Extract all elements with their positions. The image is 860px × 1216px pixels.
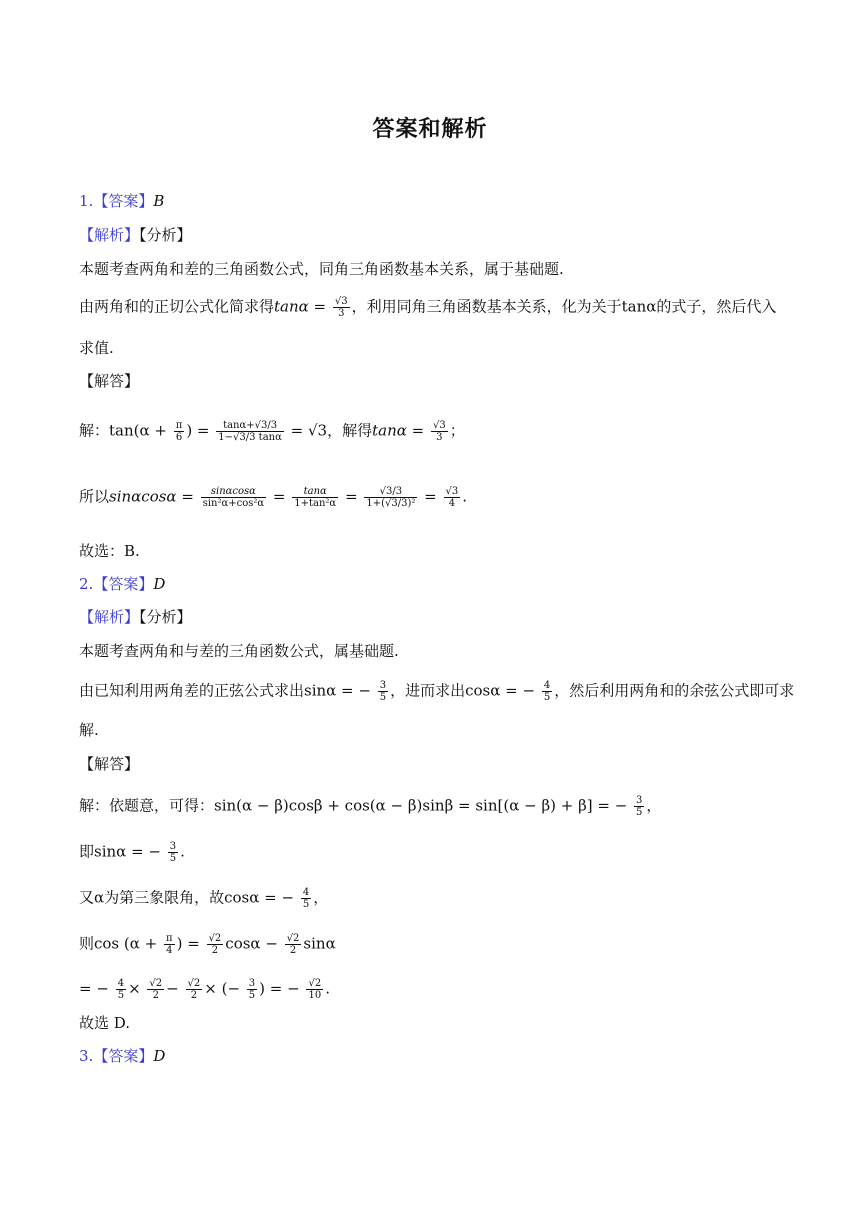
frac-den: 5 [302,899,310,910]
q1-frac-r3-3 [333,296,350,319]
q2-sol5f: . [325,979,330,998]
q2-frac-pi-4 [164,933,175,956]
q1-frac-tan-sum [216,420,284,443]
frac-num: 3 [636,795,643,806]
frac-num: 4 [117,978,125,989]
frac-num: 4 [302,887,310,898]
q1-sol2e: = [424,487,437,506]
frac-num: π [175,420,183,431]
frac-num: 3 [379,680,387,691]
q2-sol5e: ) = − [259,979,300,998]
q1-choose: 故选：B. [79,542,140,560]
frac-num: 3 [169,841,177,852]
q1-frac-r3-4 [444,486,461,509]
q2-frac-r2-2b [285,933,302,956]
frac-den: 3 [338,308,345,319]
q1-sol2f: . [462,487,468,506]
q1-sol1d: tanα = [372,421,425,440]
q2-sol1end: ， [646,796,662,815]
frac-den: sin²α+cos²α [202,498,265,509]
q1-sol2b: sinαcosα = [109,487,194,506]
q3-number: 3. [79,1047,94,1065]
q2-sol4d: sinα [303,934,336,953]
q1-number: 1. [79,192,94,210]
frac-num: √2 [187,978,201,989]
q2-frac-r2-2 [207,933,224,956]
q2-sol3end: ， [313,888,329,907]
q1-sol1a: 解：tan(α + [79,421,167,440]
frac-den: 5 [379,692,387,703]
frac-den: 4 [448,498,456,509]
q2-text2c: ，然后利用两角和的余弦公式即可求 [554,681,795,700]
q2-sol4b: ) = [176,934,200,953]
q2-sol3a: 又α为第三象限角，故cosα = − [79,888,295,907]
q1-frac-nested [364,486,417,509]
q1-sol2c: = [272,487,286,506]
q2-text2a: 由已知利用两角差的正弦公式求出sinα = − [79,681,371,700]
q1-sol2d: = [344,487,358,506]
q1-text2b: tanα = [274,297,327,316]
q2-solution-line3 [79,887,328,910]
q1-text2a: 由两角和的正切公式化简求得 [79,297,275,316]
frac-num: 3 [248,978,256,989]
q2-text2b: ，进而求出cosα = − [390,681,536,700]
q2-sol4a: 则cos (α + [79,934,158,953]
q1-analysis-line [79,225,192,245]
frac-num: tanα+√3/3 [216,420,284,432]
q2-frac-4-5c [116,978,126,1001]
q2-solution-line5 [79,978,330,1001]
q1-solve-tag: 【解答】 [79,372,140,390]
frac-num: √2 [208,933,222,944]
q1-solution-line1 [79,420,465,443]
q2-analysis-sub: 【分析】 [139,608,192,626]
q1-text3: 求值. [79,339,114,357]
q1-sol1e: ； [449,421,465,440]
q2-sol2: 即sinα = − [79,842,161,861]
q2-solution-line4 [79,933,336,956]
frac-den: 5 [117,990,125,1001]
frac-num: π [166,933,173,944]
q2-solve-tag: 【解答】 [79,755,140,773]
frac-den: 1+(√3/3)² [366,498,416,509]
q2-frac-3-5d [247,978,257,1001]
frac-den: 2 [289,945,297,956]
q1-frac-sincos [201,486,266,509]
q2-frac-4-5b [301,887,311,910]
q1-solution-line2 [79,486,467,509]
q3-answer-tag: 【答案】 [93,1047,154,1065]
q3-answer: D [153,1047,166,1065]
frac-den: 5 [248,990,256,1001]
q2-text3: 解. [79,721,99,739]
q2-frac-r2-10 [306,978,323,1001]
frac-num: 4 [543,680,551,691]
frac-den: 1−√3/3 tanα [218,432,282,443]
q1-sol1c: = √3，解得 [290,421,373,440]
q2-frac-r2-2d [186,978,203,1001]
q1-answer: B [153,192,165,210]
q1-frac-tan [292,486,338,509]
q2-sol4c: cosα − [225,934,278,953]
frac-den: 5 [543,692,551,703]
q1-analysis-tag: 【解析】 [79,226,140,244]
frac-den: 5 [169,853,177,864]
q1-answer-line [79,191,164,211]
q2-text2 [79,680,794,703]
frac-den: 2 [211,945,219,956]
frac-num: tanα [292,486,338,498]
frac-den: 5 [636,807,643,818]
q1-analysis-sub: 【分析】 [139,226,192,244]
q2-frac-3-5b [634,795,644,818]
frac-num: √3 [445,486,459,497]
frac-num: sinαcosα [201,486,266,498]
frac-den: 2 [190,990,198,1001]
frac-den: 10 [308,990,322,1001]
q2-choose: 故选 D. [79,1014,131,1032]
q1-text2 [79,296,776,319]
q2-answer-tag: 【答案】 [93,575,154,593]
q1-frac-pi-6 [174,420,185,443]
q2-answer-line [79,574,165,594]
frac-num: √3 [432,420,446,431]
q2-sol5c: − [166,979,179,998]
q2-analysis-line [79,607,192,627]
q2-sol5a: = − [79,979,109,998]
q2-solution-line2 [79,841,185,864]
frac-den: 6 [175,432,183,443]
q2-frac-3-5 [378,680,388,703]
q2-sol5b: × [128,979,141,998]
frac-den: 2 [152,990,159,1001]
frac-num: √3/3 [364,486,417,498]
page-title: 答案和解析 [372,117,488,142]
q2-sol1: 解：依题意，可得：sin(α − β)cosβ + cos(α − β)sinβ = sin[(α − β) + β] = − [79,796,628,815]
frac-den: 3 [436,432,443,443]
q1-frac-r3-3b [431,420,448,443]
q1-sol1b: ) = [186,421,210,440]
frac-den: 1+tan²α [294,498,337,509]
frac-num: √2 [149,978,163,989]
frac-num: √3 [334,296,348,307]
q2-frac-r2-2c [147,978,164,1001]
frac-num: √2 [286,933,300,944]
q2-analysis-tag: 【解析】 [79,608,140,626]
q2-sol5d: × (− [204,979,241,998]
q1-text1: 本题考查两角和差的三角函数公式，同角三角函数基本关系，属于基础题. [79,260,564,278]
q2-frac-4-5 [542,680,552,703]
q2-solution-line1 [79,795,661,818]
q3-answer-line [79,1046,165,1066]
q2-frac-3-5c [168,841,178,864]
q2-text1: 本题考查两角和与差的三角函数公式，属基础题. [79,642,399,660]
q2-number: 2. [79,575,94,593]
q2-sol2end: . [180,842,185,861]
q1-answer-tag: 【答案】 [93,192,154,210]
frac-den: 4 [166,945,173,956]
frac-num: √2 [308,978,322,989]
q1-sol2a: 所以 [79,487,110,506]
q2-answer: D [153,575,166,593]
q1-text2c: ，利用同角三角函数基本关系，化为关于tanα的式子，然后代入 [351,297,777,316]
